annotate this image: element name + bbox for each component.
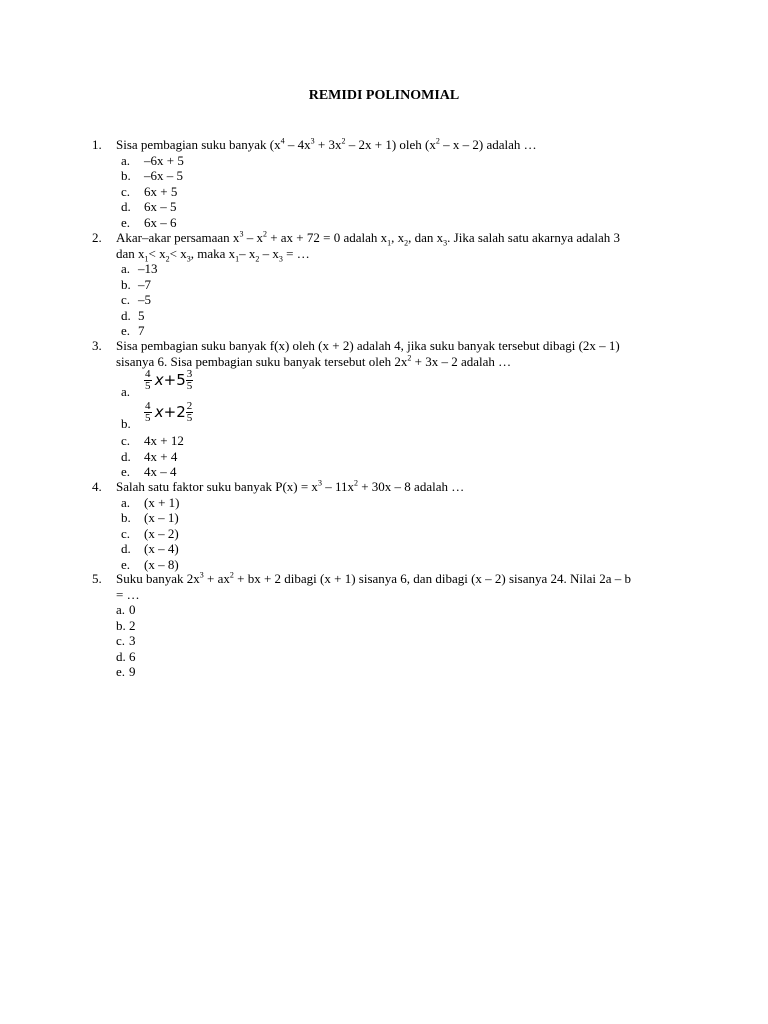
option-c: c. –5: [121, 292, 151, 307]
option-d: d. 4x + 4: [121, 448, 178, 464]
option-a: a. –13: [121, 261, 158, 276]
option-d: d. 6: [116, 648, 136, 664]
options-list: [121, 495, 682, 573]
question-number: 2.: [92, 230, 102, 245]
option-b: b. –7: [121, 276, 151, 292]
question-4: [92, 479, 682, 572]
question-2: [92, 230, 682, 339]
option-c: c. 4x + 12: [121, 433, 184, 448]
option-e: e. 7: [121, 323, 145, 338]
fraction-expression: $\frac{4}{5}$ x+5 $\frac{3}{5}$: [145, 368, 193, 392]
question-stem: Sisa pembagian suku banyak $(x^4 - 4x^3 + 3x^2 - 2x + 1)$ oleh ($x^2$ – x – 2) adalah …: [116, 136, 537, 152]
option-d: d. 6x – 5: [121, 199, 177, 214]
options-list: [121, 153, 682, 231]
option-c: c. 3: [116, 633, 136, 648]
question-stem: Sisa pembagian suku banyak f(x) oleh (x + 2) adalah 4, jika suku banyak tersebut dibagi (2x – 1) sisanya 6. Sisa pembagian suku banyak tersebut oleh $2x^2 + 3x - 2$ adalah …: [116, 338, 620, 369]
question-5: [92, 571, 682, 680]
question-number: 1.: [92, 137, 102, 152]
document-title: REMIDI POLINOMIAL: [308, 88, 460, 103]
option-b: b. –6x – 5: [121, 168, 183, 183]
option-c: c. (x – 2): [121, 525, 179, 541]
question-stem: Akar–akar persamaan $x^3 - x^2$ + ax + 72 = 0 adalah $x_1$, $x_2$, dan $x_3$. Jika salah satu akarnya adalah 3 dan $x_1< x_2< x_3$, maka $x_1-$ $x_2 - x_3$ = …: [116, 229, 621, 264]
question-1: [92, 137, 682, 230]
option-e: e. 6x – 6: [121, 214, 177, 230]
option-a: a. $\frac{4}{5}$ x+5 $\frac{3}{5}$: [121, 368, 193, 399]
option-b: b. $\frac{4}{5}$ x+2 $\frac{2}{5}$: [121, 400, 193, 431]
question-number: 4.: [92, 479, 102, 494]
question-number: 5.: [92, 571, 102, 586]
fraction-expression: $\frac{4}{5}$ x+2 $\frac{2}{5}$: [145, 400, 193, 424]
option-a: a. –6x + 5: [121, 152, 184, 168]
option-e: e. 9: [116, 664, 136, 679]
options-list: [116, 602, 682, 680]
option-e: e. 4x – 4: [121, 464, 177, 479]
options-list: [121, 261, 682, 339]
option-b: b. (x – 1): [121, 510, 179, 525]
option-a: a. (x + 1): [121, 494, 180, 510]
option-a: a. 0: [116, 602, 136, 617]
question-stem: Suku banyak $2x^3 + ax^2$ + bx + 2 dibagi (x + 1) sisanya 6, dan dibagi (x – 2) sisanya 24. Nilai 2a – b = …: [116, 570, 632, 602]
option-d: d. 5: [121, 307, 145, 323]
options-list: [121, 369, 682, 480]
option-b: b. 2: [116, 617, 136, 633]
question-number: 3.: [92, 338, 102, 353]
option-e: e. (x – 8): [121, 556, 179, 572]
question-stem: Salah satu faktor suku banyak $P(x) = x^3 - 11x^2 + 30x - 8$ adalah …: [116, 478, 465, 494]
option-d: d. (x – 4): [121, 541, 179, 556]
option-c: c. 6x + 5: [121, 183, 178, 199]
question-3: [92, 338, 682, 480]
